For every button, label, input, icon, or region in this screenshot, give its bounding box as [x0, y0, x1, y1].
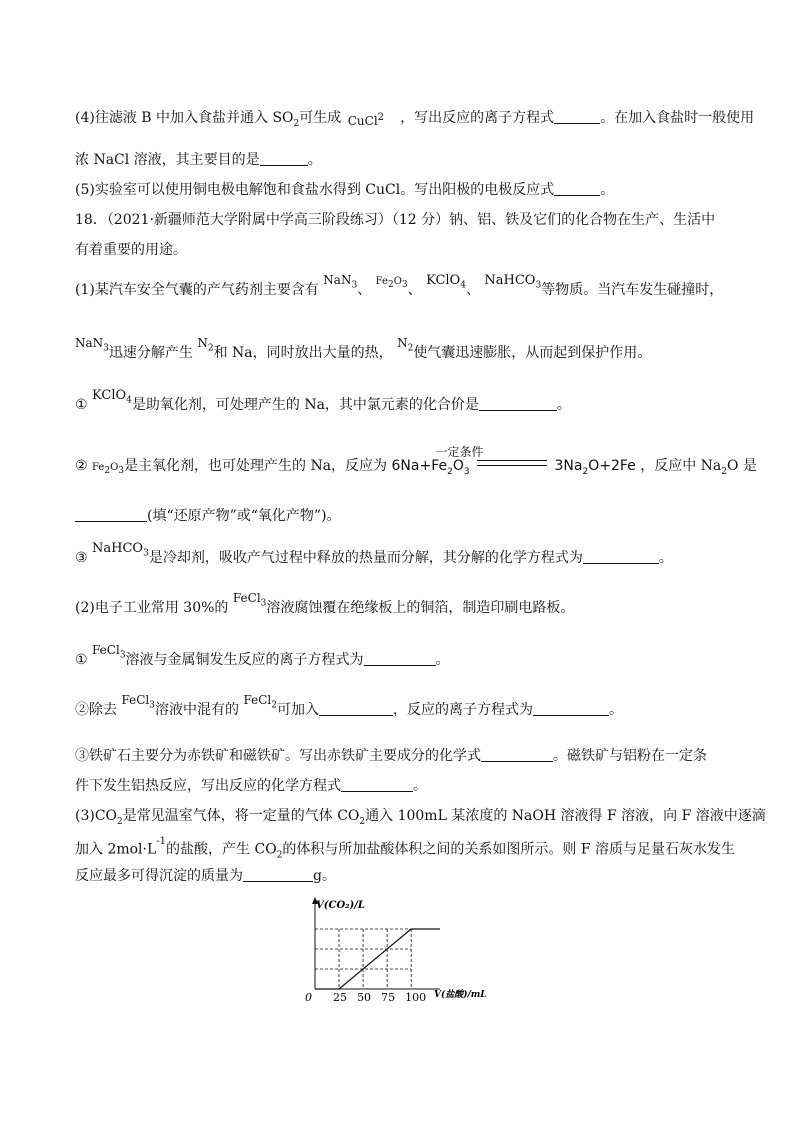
co2-volume-line	[315, 929, 440, 989]
q18-c2: ② $Fe_2O_3$是主氧化剂，也可处理产生的 Na，反应为 $6Na+Fe_2O_3$ 一定条件 $3Na_2O+2Fe$ ，反应中 $Na_2O$ 是	[75, 456, 757, 482]
answer-blank[interactable]	[554, 181, 600, 196]
q4-line2: 浓 NaCl 溶液，其主要目的是 。	[75, 152, 322, 168]
x-tick-label: 0	[305, 991, 312, 1004]
answer-blank[interactable]	[479, 396, 557, 411]
q18-c1: ① KClO$_4$是助氧化剂，可处理产生的 Na，其中氯元素的化合价是 。	[75, 388, 571, 413]
q18-d1: ① FeCl$_3$溶液与金属铜发生反应的离子方程式为 。	[75, 643, 450, 668]
q4-line1: (4)往滤液 B 中加入食盐并通入 $SO_2$可生成 CuCl$^2$ ，写出反应的离子方程式 。在加入食盐时一般使用	[75, 110, 755, 129]
q18-d3: ③铁矿石主要分为赤铁矿和磁铁矿。写出赤铁矿主要成分的化学式 。磁铁矿与铝粉在一定条	[75, 748, 707, 764]
q18-header: 18．（2021·新疆师范大学附属中学高三阶段练习）（12 分）钠、铝、铁及它们的化合物在生产、生活中	[75, 212, 716, 228]
answer-blank[interactable]	[319, 701, 393, 716]
q18-d2: ②除去 FeCl$_3$溶液中混有的 FeCl$_2$可加入 ，反应的离子方程式为 。	[75, 693, 623, 718]
q18-p4-2: 加入 $2mol\cdot L^{-1}$的盐酸，产生 $CO_2$的体积与所加盐酸体积之间的关系如图所示。则 F 溶质与足量石灰水发生	[75, 836, 736, 861]
answer-blank[interactable]	[583, 549, 659, 564]
q18-p1: (1)某汽车安全气囊的产气药剂主要含有 NaN$_3$、 $^{Fe_2O_3}$、 KClO$_4$、 NaHCO$_3$等物质。当汽车发生碰撞时，	[75, 273, 724, 298]
q18-header2: 有着重要的用途。	[75, 242, 187, 258]
answer-blank[interactable]	[481, 747, 553, 762]
q18-p3: (2)电子工业常用 30%的 FeCl$_3$溶液腐蚀覆在绝缘板上的铜箔，制造印刷电路板。	[75, 591, 575, 616]
y-axis-label: V(CO₂)/L	[316, 900, 365, 911]
x-tick-label: 100	[405, 991, 427, 1004]
answer-blank[interactable]	[554, 109, 600, 124]
answer-blank[interactable]	[75, 507, 147, 522]
reaction-equation: $6Na+Fe_2O_3$ 一定条件 $3Na_2O+2Fe$	[391, 445, 636, 477]
answer-blank[interactable]	[243, 867, 313, 882]
co2-chart	[300, 895, 500, 1005]
answer-blank[interactable]	[341, 777, 413, 792]
q18-c3: ③ NaHCO$_3$是冷却剂，吸收产气过程中释放的热量而分解，其分解的化学方程式为 。	[75, 541, 673, 566]
q18-c2-cont: (填“还原产物”或“氧化产物”)。	[75, 506, 341, 526]
x-tick-label: 50	[357, 991, 372, 1004]
answer-blank[interactable]	[260, 151, 308, 166]
answer-blank[interactable]	[533, 701, 609, 716]
x-axis-label: V(盐酸)/mL	[434, 990, 487, 1000]
q5-line: (5)实验室可以使用铜电极电解饱和食盐水得到 CuCl。写出阳极的电极反应式 。	[75, 182, 615, 198]
q18-p4: $(3)CO_2$是常见温室气体，将一定量的气体 $CO_2$通入 100mL 某浓度的 NaOH 溶液得 F 溶液，向 F 溶液中逐滴	[75, 808, 766, 827]
x-tick-label: 25	[333, 991, 348, 1004]
answer-blank[interactable]	[364, 651, 436, 666]
q18-d3-cont: 件下发生铝热反应，写出反应的化学方程式 。	[75, 778, 427, 794]
q18-p2: NaN$_3$迅速分解产生 $N_2$和 Na，同时放出大量的热， $N_2$使气囊迅速膨胀，从而起到保护作用。	[75, 336, 652, 361]
q18-p4-3: 反应最多可得沉淀的质量为 g。	[75, 868, 336, 884]
x-tick-label: 75	[381, 991, 396, 1004]
